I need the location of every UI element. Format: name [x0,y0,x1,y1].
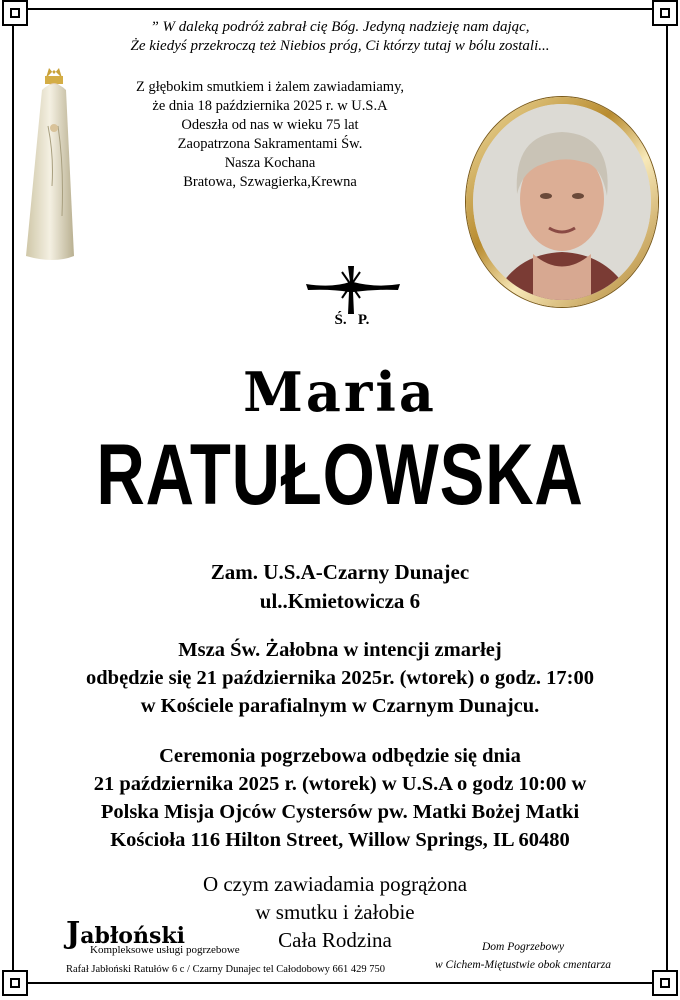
ceremony-line-3: Polska Misja Ojców Cystersów pw. Matki Bożej Matki [100,801,580,823]
ceremony-line-4: Kościoła 116 Hilton Street, Willow Springs, IL 60480 [110,829,570,851]
address-line-1: Zam. U.S.A-Czarny Dunajec [210,560,470,584]
deceased-surname: RATUŁOWSKA [96,427,584,523]
madonna-statue-icon [18,66,90,266]
deceased-first-name: Maria [243,360,437,424]
poem-line-1: ” W daleką podróż zabrał cię Bóg. Jedyną nadzieję nam dając, [150,19,530,35]
firm-logo-name: abłoński [80,923,185,949]
mass-line-3: w Kościele parafialnym w Czarnym Dunajcu. [140,695,540,717]
announcement [120,78,420,192]
closing-line-2: w smutku i żałobie [255,900,415,924]
announcement-line: że dnia 18 października 2025 r. w U.S.A [152,98,388,114]
ceremony-line-1: Ceremonia pogrzebowa odbędzie się dnia [159,745,521,767]
corner-ornament-top-right [652,0,678,26]
funeral-home-line-1: Dom Pogrzebowy [481,941,565,953]
initials-sp: Ś. P. [334,312,370,328]
corner-ornament-bottom-left [2,970,28,996]
announcement-line: Bratowa, Szwagierka,Krewna [183,174,357,190]
announcement-line: Nasza Kochana [224,155,316,171]
closing-line-3: Cała Rodzina [278,928,392,952]
funeral-firm [66,916,386,975]
mass-info [0,636,680,720]
address-line-2: ul..Kmietowicza 6 [259,589,421,613]
funeral-home [408,938,638,974]
portrait-frame [466,97,658,307]
ceremony-line-2: 21 października 2025 r. (wtorek) w U.S.A o godz 10:00 w [93,773,587,795]
funeral-home-line-2: w Cichem-Miętustwie obok cmentarza [435,959,611,971]
firm-logo-initial: J [66,916,81,951]
firm-address: Rafał Jabłoński Ratułów 6 c / Czarny Dunajec tel Całodobowy 661 429 750 [66,964,386,975]
cross-emblem [302,262,402,334]
ceremony-info [0,742,680,854]
corner-ornament-top-left [2,0,28,26]
corner-ornament-bottom-right [652,970,678,996]
firm-tagline: Kompleksowe usługi pogrzebowe [90,944,240,956]
announcement-line: Z głębokim smutkiem i żalem zawiadamiamy, [135,79,405,95]
poem [30,18,650,56]
closing-line-1: O czym zawiadamia pogrążona [202,872,468,896]
portrait-photo [473,104,651,300]
announcement-line: Zaopatrzona Sakramentami Św. [177,136,363,152]
residence-address [0,558,680,616]
announcement-line: Odeszła od nas w wieku 75 lat [181,117,359,133]
poem-line-2: Że kiedyś przekroczą też Niebios próg, Ci którzy tutaj w bólu zostali... [130,38,550,54]
mass-line-2: odbędzie się 21 października 2025r. (wtorek) o godz. 17:00 [86,667,594,689]
mass-line-1: Msza Św. Żałobna w intencji zmarłej [178,639,502,661]
